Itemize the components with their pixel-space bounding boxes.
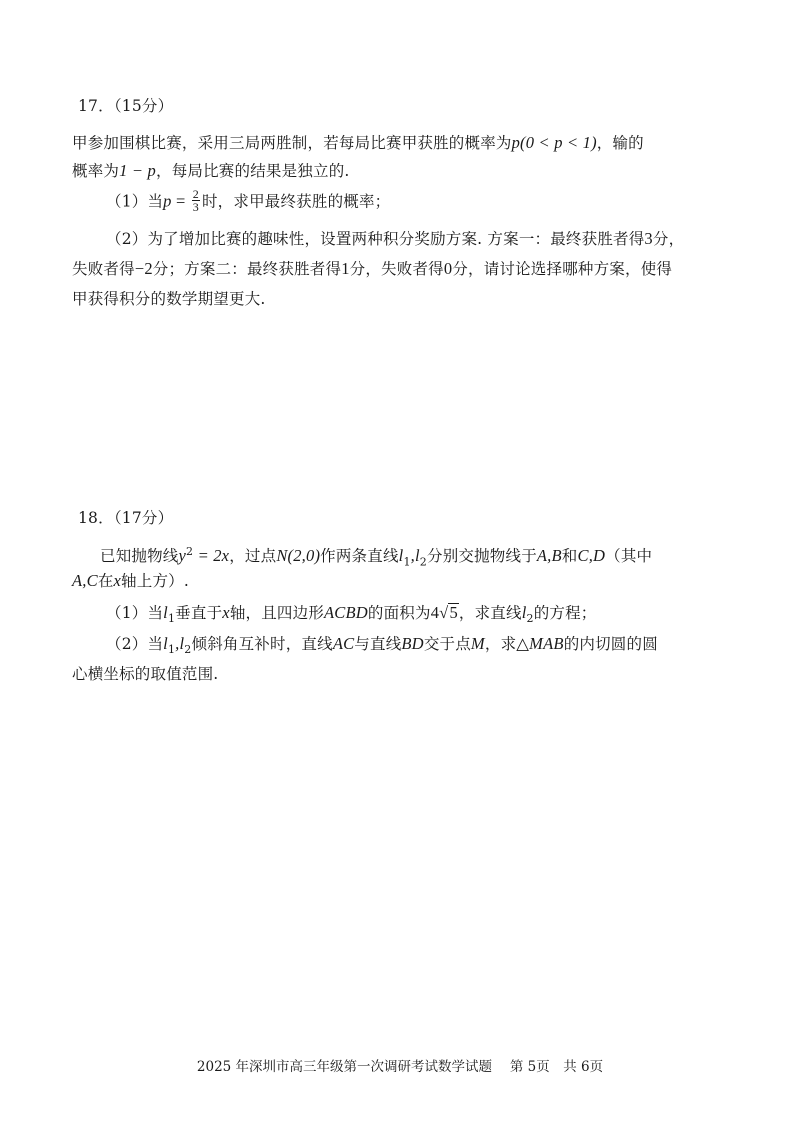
q18-text-b: ，过点: [229, 547, 277, 566]
q18-p1-l2-sub: 2: [526, 612, 534, 626]
q18-p2-text-f: 的内切圆的圆: [563, 635, 658, 653]
q17-intro-line1: [72, 133, 644, 153]
q17-part2-l2-text-b: 分；方案二：最终获胜者得: [152, 260, 342, 278]
q18-p1-text-e: ，求直线: [458, 604, 522, 622]
fraction-numerator: 2: [192, 187, 199, 201]
q17-part2-l2-text-a: 失败者得: [72, 260, 135, 278]
q18-p2-text-b: 倾斜角互补时，直线: [191, 635, 333, 653]
q17-part2-text-a: （2）为了增加比赛的趣味性，设置两种积分奖励方案. 方案一：最终获胜者得: [106, 230, 645, 248]
q17-intro-text-a: 甲参加围棋比赛，采用三局两胜制，若每局比赛甲获胜的概率为: [72, 134, 512, 152]
fraction-denominator: 3: [192, 200, 199, 214]
q18-part2-line1: [106, 634, 658, 660]
q17-plan1-lose-points: −2: [134, 259, 153, 278]
q17-part1-text-a: （1）当: [106, 192, 164, 211]
q17-part2-line2: [72, 259, 672, 279]
q17-part2-l2-text-d: 分，请讨论选择哪种方案，使得: [452, 260, 673, 278]
page-footer: 2025 年深圳市高三年级第一次调研考试数学试题 第 5页 共 6页: [196, 1059, 604, 1075]
q18-p1-acbd: ACBD: [324, 603, 368, 622]
q18-p1-text-d: 的面积为: [367, 604, 431, 622]
q17-intro2-text-a: 概率为: [72, 162, 120, 180]
q18-parabola-exp: 2: [186, 545, 194, 558]
q18-p1-l2: l: [521, 603, 527, 622]
q17-intro-text-b: ，输的: [596, 134, 644, 152]
q18-p2-text-d: 交于点: [423, 635, 471, 653]
q18-p2-m: M: [470, 634, 485, 653]
q18-p2-mab: MAB: [529, 634, 564, 653]
q17-probability-range: p(0 < p < 1): [511, 133, 597, 152]
q17-intro-line2: [72, 161, 350, 181]
q18-p2-l2-sub: 2: [184, 643, 192, 657]
q18-p1-radicand: 5: [449, 603, 458, 622]
q18-p1-coef: 4: [430, 603, 440, 622]
q18-x-axis: x: [113, 571, 122, 590]
q18-part2-line2: 心横坐标的取值范围.: [72, 665, 219, 683]
q18-p2-bd: BD: [401, 634, 424, 653]
q18-p1-l1: l: [163, 603, 168, 622]
q18-comma: ,: [410, 546, 415, 566]
q18-p2-l1-sub: 1: [167, 643, 176, 657]
q17-plan2-win-points: 1: [341, 259, 350, 278]
q18-text-e: （其中: [605, 547, 653, 566]
q18-l2-text-a: 在: [97, 572, 114, 590]
q17-part1-fraction: [192, 188, 200, 213]
q18-parabola-rhs: = 2x: [193, 546, 230, 566]
q18-line1: [100, 542, 652, 572]
q18-parabola-y: y: [178, 546, 187, 566]
q18-p2-text-a: （2）当: [106, 635, 164, 653]
q18-part1: [106, 603, 597, 629]
q18-p1-text-b: 垂直于: [175, 604, 223, 622]
q18-p1-text-f: 的方程；: [533, 604, 597, 622]
q18-p2-l2: l: [179, 634, 185, 653]
q18-line-l1-sub: 1: [403, 555, 411, 569]
q18-l2-text-b: 轴上方）.: [121, 572, 189, 590]
q18-p2-text-c: 与直线: [354, 635, 402, 653]
q18-p1-text-a: （1）当: [106, 604, 164, 622]
q17-part1-var: p: [163, 191, 172, 211]
q18-point-n: N(2,0): [276, 546, 321, 566]
q17-intro2-text-b: ，每局比赛的结果是独立的.: [156, 162, 350, 180]
q17-part1-eq: =: [171, 191, 190, 211]
q17-part1-text-b: 时，求甲最终获胜的概率；: [201, 192, 391, 211]
q17-part2-l2-text-c: 分，失败者得: [349, 260, 444, 278]
q18-line-l2: l: [415, 546, 420, 566]
q17-part2-line1: [106, 229, 684, 249]
q18-p1-text-c: 轴，且四边形: [229, 604, 325, 622]
q17-part2-text-b: 分，: [652, 230, 685, 248]
q18-text-d: 分别交抛物线于: [427, 547, 537, 566]
q18-line2: [72, 571, 189, 591]
q18-p2-ac: AC: [332, 634, 355, 653]
q17-lose-probability: 1 − p: [119, 161, 156, 180]
triangle-symbol: △: [516, 634, 530, 653]
q18-points-ab: A,B: [536, 546, 562, 566]
q17-part1: [106, 187, 391, 215]
q18-p2-text-e: ，求: [484, 635, 517, 653]
q18-text-c: 作两条直线: [320, 547, 399, 566]
q18-line-l1: l: [398, 546, 404, 566]
q18-p1-x: x: [222, 603, 230, 622]
q18-p2-l1: l: [163, 634, 168, 653]
q18-p1-l1-sub: 1: [167, 612, 176, 626]
q18-p2-comma: ,: [175, 634, 180, 653]
q18-text-a: 已知抛物线: [100, 547, 179, 566]
q17-plan2-lose-points: 0: [443, 259, 453, 278]
q18-points-ac: A,C: [72, 571, 98, 590]
q18-text-he: 和: [561, 547, 578, 566]
q17-part2-line3: 甲获得积分的数学期望更大.: [72, 290, 266, 308]
sqrt-sign: √: [439, 603, 449, 622]
q17-plan1-win-points: 3: [644, 229, 653, 248]
q17-number: 17．（15分）: [78, 97, 174, 115]
q18-line-l2-sub: 2: [419, 555, 427, 569]
q18-points-cd: C,D: [577, 546, 606, 566]
q18-number: 18．（17分）: [78, 509, 174, 527]
